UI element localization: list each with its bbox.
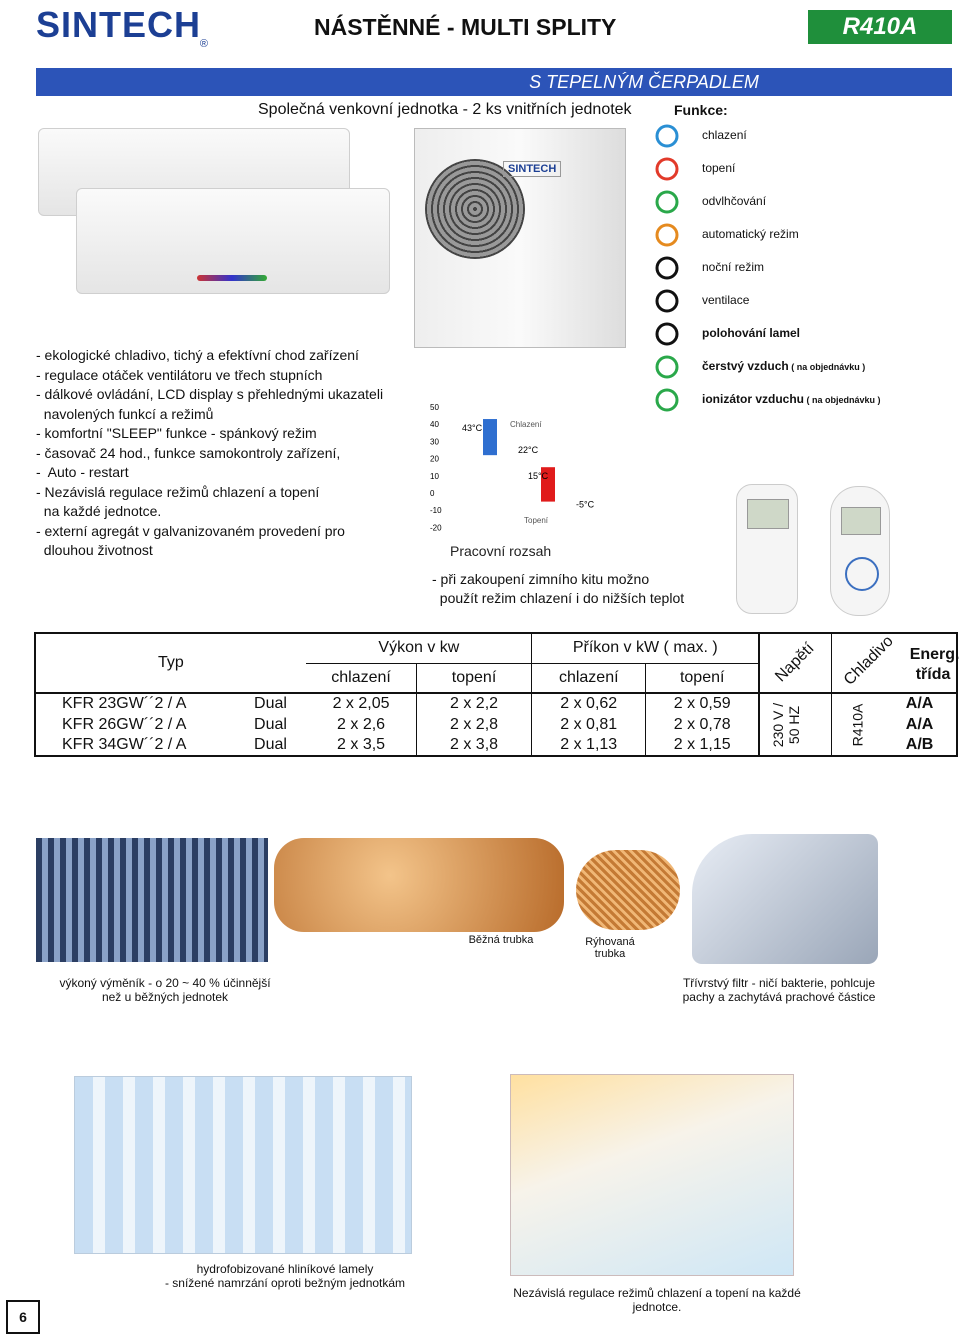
page-number: 6 bbox=[6, 1300, 40, 1334]
col-napeti bbox=[759, 633, 831, 693]
section-banner bbox=[36, 68, 952, 96]
y-tick-label: -10 bbox=[430, 506, 442, 516]
logo-text: SINTECH bbox=[36, 4, 202, 45]
energ-label: Energ. bbox=[909, 646, 960, 663]
table-cell: 2 x 1,13 bbox=[532, 735, 646, 756]
spec-table bbox=[34, 632, 958, 757]
banner-text: S TEPELNÝM ČERPADLEM bbox=[529, 72, 759, 92]
y-tick-label: 40 bbox=[430, 420, 439, 430]
table-cell: Dual bbox=[254, 736, 287, 753]
outdoor-unit-logo: SINTECH bbox=[503, 161, 561, 177]
functions-title: Funkce: bbox=[674, 102, 728, 118]
feature-line: - Nezávislá regulace režimů chlazení a topení bbox=[36, 483, 320, 500]
function-5 bbox=[702, 293, 749, 307]
y-tick-label: 50 bbox=[430, 403, 439, 412]
range-low-label: -5°C bbox=[576, 499, 595, 510]
caption-grooved-tube: Rýhovaná trubka bbox=[585, 936, 635, 960]
function-2 bbox=[702, 194, 766, 208]
heat-exchanger-image bbox=[36, 838, 268, 962]
refrigerant-cell bbox=[831, 693, 883, 756]
feature-line: - regulace otáček ventilátoru ve třech stupních bbox=[36, 366, 323, 383]
range-high-label: 15°C bbox=[528, 471, 549, 482]
col-chladivo-energ bbox=[831, 632, 960, 693]
caption-line: jednotce. bbox=[632, 1300, 682, 1314]
working-range-chart bbox=[428, 398, 628, 568]
caption-line: - snížené namrzání oproti bežným jednotkám bbox=[164, 1276, 406, 1290]
remote-display bbox=[841, 507, 881, 535]
trida-label: třída bbox=[915, 666, 951, 683]
voltage-cell bbox=[759, 693, 831, 756]
refrigerant-label: R410A bbox=[849, 703, 866, 746]
table-cell: Dual bbox=[254, 695, 287, 712]
sintech-logo bbox=[36, 4, 216, 56]
sub-prikon-topeni: topení bbox=[646, 663, 760, 693]
col-vykon: Výkon v kw bbox=[306, 633, 531, 663]
caption-regulation bbox=[498, 1286, 816, 1314]
table-row bbox=[35, 693, 957, 714]
voltage-label: 230 V / 50 HZ bbox=[770, 702, 803, 747]
function-6 bbox=[702, 326, 800, 340]
function-note: ( na objednávku ) bbox=[804, 395, 881, 405]
energy-class-cell: A/A bbox=[905, 695, 934, 712]
function-label: topení bbox=[702, 161, 736, 175]
function-label: čerstvý vzduch bbox=[702, 359, 789, 373]
col-prikon: Příkon v kW ( max. ) bbox=[532, 633, 759, 663]
table-cell: 2 x 2,05 bbox=[332, 695, 390, 712]
table-cell: Dual bbox=[254, 715, 287, 733]
table-cell: 2 x 2,6 bbox=[337, 715, 386, 733]
page-subtitle: Společná venkovní jednotka - 2 ks vnitřních jednotek bbox=[258, 101, 632, 118]
function-note: ( na objednávku ) bbox=[788, 362, 866, 372]
refrigerant-badge: R410A bbox=[808, 10, 952, 44]
feature-line: na každé jednotce. bbox=[36, 503, 162, 519]
remote-control-2 bbox=[830, 486, 890, 616]
leaf-icon bbox=[652, 386, 686, 412]
table-cell: KFR 34GW´´2 / A bbox=[62, 736, 187, 753]
function-label: polohování lamel bbox=[702, 326, 801, 340]
copper-tube-image bbox=[274, 838, 564, 932]
fresh-air-icon bbox=[652, 353, 686, 379]
caption-lamels bbox=[150, 1262, 420, 1290]
y-tick-label: 10 bbox=[430, 471, 439, 481]
sun-icon bbox=[652, 155, 686, 181]
snowflake-icon bbox=[652, 122, 686, 148]
y-tick-label: 30 bbox=[430, 437, 439, 447]
fan-icon bbox=[652, 287, 686, 313]
louver-icon bbox=[652, 320, 686, 346]
function-label: odvlhčování bbox=[702, 194, 767, 208]
caption-line: pachy a zachytává prachové částice bbox=[682, 990, 876, 1004]
series-label: Topení bbox=[524, 516, 549, 526]
house-zones-image bbox=[510, 1074, 794, 1276]
chladivo-label: Chladivo bbox=[840, 632, 897, 689]
remote-dial-icon bbox=[845, 557, 879, 591]
y-tick-label: 20 bbox=[430, 454, 439, 464]
function-4 bbox=[702, 260, 764, 274]
caption-line: hydrofobizované hliníkové lamely bbox=[196, 1262, 374, 1276]
feature-line: - časovač 24 hod., funkce samokontroly zařízení, bbox=[36, 444, 341, 461]
napeti-label: Napětí bbox=[772, 639, 818, 686]
table-cell: KFR 23GW´´2 / A bbox=[62, 695, 187, 712]
feature-line: - externí agregát v galvanizovaném provedení pro bbox=[36, 522, 345, 539]
feature-line: - Auto - restart bbox=[36, 464, 129, 480]
remote-control-1 bbox=[736, 484, 798, 614]
table-cell: 2 x 3,5 bbox=[337, 736, 386, 753]
caption-plain-tube: Běžná trubka bbox=[468, 934, 534, 946]
range-low-label: 22°C bbox=[518, 445, 539, 456]
table-cell: 2 x 0,78 bbox=[646, 714, 760, 735]
indoor-unit-front bbox=[76, 188, 390, 294]
range-high-label: 43°C bbox=[462, 423, 483, 434]
moon-icon bbox=[652, 254, 686, 280]
caption-line: než u běžných jednotek bbox=[101, 990, 229, 1004]
caption-line: výkoný výměník - o 20 ~ 40 % účinnější bbox=[59, 976, 271, 990]
caption-filter bbox=[664, 976, 894, 1004]
outdoor-unit bbox=[414, 128, 626, 348]
energy-class-cell: A/A bbox=[905, 715, 934, 733]
feature-line: dlouhou životnost bbox=[36, 542, 153, 558]
function-label: noční režim bbox=[702, 260, 765, 274]
table-cell: KFR 26GW´´2 / A bbox=[62, 715, 187, 733]
winter-kit-note bbox=[432, 570, 684, 608]
page-title: NÁSTĚNNÉ - MULTI SPLITY bbox=[314, 14, 617, 40]
sub-prikon-chlazeni: chlazení bbox=[532, 663, 646, 693]
remote-display bbox=[747, 499, 789, 529]
table-cell: 2 x 0,62 bbox=[532, 693, 646, 714]
feature-line: - komfortní "SLEEP" funkce - spánkový režim bbox=[36, 425, 317, 441]
kit-note-line: - při zakoupení zimního kitu možno bbox=[432, 571, 650, 587]
aluminium-fins-image bbox=[74, 1076, 412, 1254]
feature-line: - ekologické chladivo, tichý a efektívní chod zařízení bbox=[36, 347, 359, 363]
caption-line: Třívrstvý filtr - ničí bakterie, pohlcuje bbox=[682, 976, 876, 990]
energy-class-cell: A/B bbox=[905, 736, 934, 753]
function-label: chlazení bbox=[702, 128, 747, 142]
table-cell: 2 x 0,59 bbox=[646, 693, 760, 714]
registered-mark: ® bbox=[199, 38, 208, 50]
function-label: automatický režim bbox=[702, 227, 799, 241]
function-8 bbox=[702, 392, 881, 406]
function-label: ventilace bbox=[702, 293, 750, 307]
sub-vykon-topeni: topení bbox=[416, 663, 532, 693]
table-cell: 2 x 3,8 bbox=[416, 735, 532, 756]
caption-exchanger bbox=[40, 976, 290, 1004]
caption-line: Nezávislá regulace režimů chlazení a topení na každé bbox=[513, 1286, 801, 1300]
indicator-strip bbox=[197, 275, 267, 281]
function-1 bbox=[702, 161, 735, 175]
function-3 bbox=[702, 227, 799, 241]
table-cell: 2 x 1,15 bbox=[646, 735, 760, 756]
kit-note-line: použít režim chlazení i do nižších teplot bbox=[432, 590, 685, 606]
y-tick-label: -20 bbox=[430, 523, 442, 533]
y-tick-label: 0 bbox=[430, 489, 435, 498]
function-7 bbox=[702, 359, 865, 373]
features-list bbox=[36, 346, 426, 561]
col-typ: Typ bbox=[35, 633, 306, 693]
auto-cycle-icon bbox=[652, 221, 686, 247]
table-cell: 2 x 2,2 bbox=[416, 693, 532, 714]
droplet-icon bbox=[652, 188, 686, 214]
table-cell: 2 x 2,8 bbox=[416, 714, 532, 735]
filter-image bbox=[692, 834, 878, 964]
table-cell: 2 x 0,81 bbox=[532, 714, 646, 735]
series-label: Chlazení bbox=[510, 420, 542, 430]
grooved-tube-image bbox=[576, 850, 680, 930]
range-bar-0 bbox=[483, 419, 497, 455]
feature-line: navolených funkcí a režimů bbox=[36, 405, 214, 422]
function-0 bbox=[702, 128, 747, 142]
feature-line: - dálkové ovládání, LCD display s přehlednými ukazateli bbox=[36, 386, 384, 402]
chart-title: Pracovní rozsah bbox=[450, 543, 552, 559]
function-label: ionizátor vzduchu bbox=[702, 392, 804, 406]
sub-vykon-chlazeni: chlazení bbox=[306, 663, 416, 693]
